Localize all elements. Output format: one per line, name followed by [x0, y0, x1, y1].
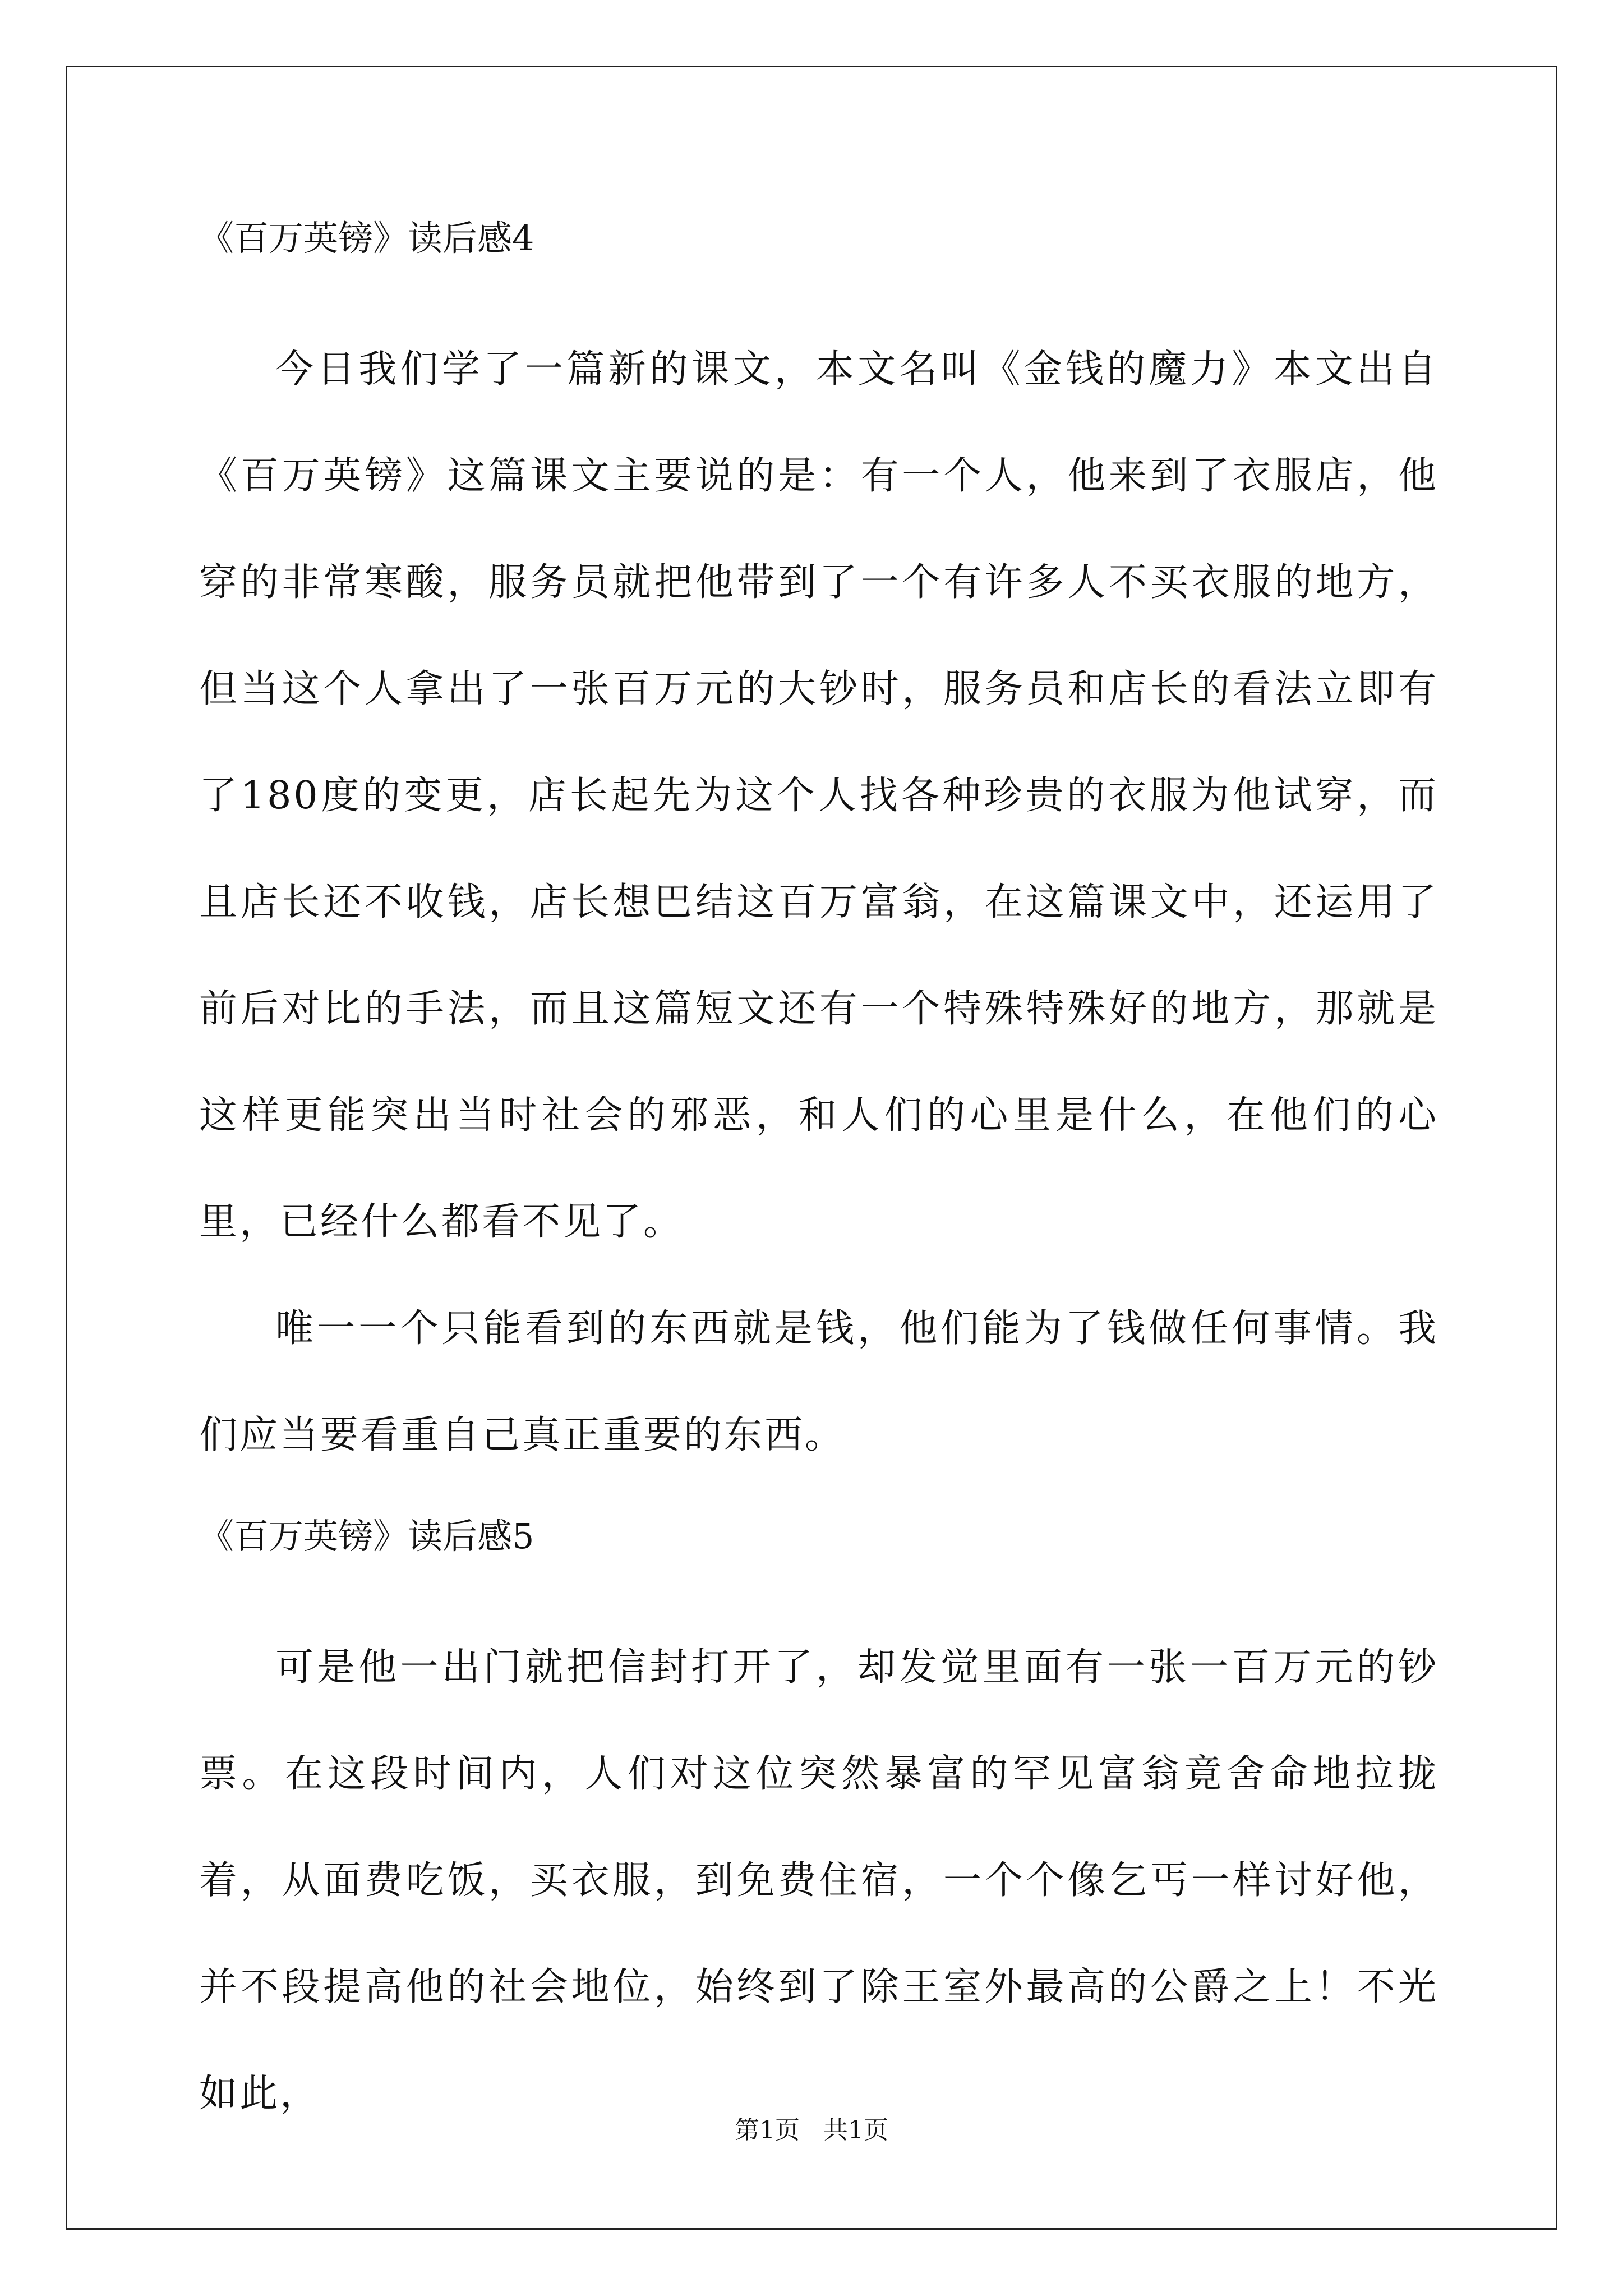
- document-body: [199, 213, 1438, 2147]
- page-number: 第1页: [735, 2116, 800, 2145]
- page-total: 共1页: [823, 2116, 888, 2145]
- paragraph: 今日我们学了一篇新的课文，本文名叫《金钱的魔力》本文出自《百万英镑》这篇课文主要说的是：有一个人，他来到了衣服店，他穿的非常寒酸，服务员就把他带到了一个有许多人不买衣服的地方，但当这个人拿出了一张百万元的大钞时，服务员和店长的看法立即有了180度的变更，店长起先为这个人找各种珍贵的衣服为他试穿，而且店长还不收钱，店长想巴结这百万富翁，在这篇课文中，还运用了前后对比的手法，而且这篇短文还有一个特殊特殊好的地方，那就是这样更能突出当时社会的邪恶，和人们的心里是什么，在他们的心里，已经什么都看不见了。: [199, 347, 1438, 1244]
- section-title-4: 《百万英镑》读后感4: [199, 218, 534, 259]
- page-footer: [0, 2114, 1623, 2147]
- section-title-5: 《百万英镑》读后感5: [199, 1516, 534, 1557]
- paragraph: 可是他一出门就把信封打开了，却发觉里面有一张一百万元的钞票。在这段时间内，人们对这位突然暴富的罕见富翁竟舍命地拉拢着，从面费吃饭，买衣服，到免费住宿，一个个像乞丐一样讨好他，并不段提高他的社会地位，始终到了除王室外最高的公爵之上！不光如此，: [199, 1645, 1438, 2116]
- paragraph: 唯一一个只能看到的东西就是钱，他们能为了钱做任何事情。我们应当要看重自己真正重要的东西。: [199, 1306, 1438, 1457]
